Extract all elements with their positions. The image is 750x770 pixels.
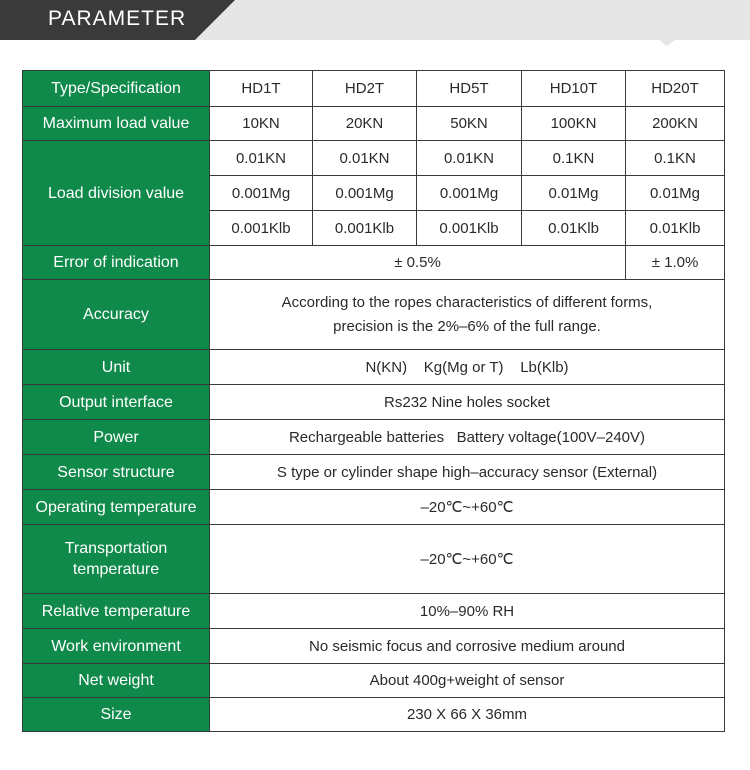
table-row <box>23 385 725 420</box>
net-weight-label: Net weight <box>23 664 210 698</box>
table-row <box>23 594 725 629</box>
table-row <box>23 420 725 455</box>
sensor-label: Sensor structure <box>23 455 210 490</box>
trans-temp-label <box>23 525 210 594</box>
model-cell: HD2T <box>313 71 417 107</box>
max-load-cell: 200KN <box>626 107 725 141</box>
trans-temp-line: Transportation <box>64 540 168 557</box>
trans-temp-value: –20℃~+60℃ <box>210 525 725 594</box>
division-cell: 0.01KN <box>417 141 522 176</box>
error-label: Error of indication <box>23 246 210 280</box>
model-cell: HD1T <box>210 71 313 107</box>
division-cell: 0.01KN <box>313 141 417 176</box>
division-cell: 0.01Mg <box>522 176 626 211</box>
model-cell: HD5T <box>417 71 522 107</box>
trans-temp-line: temperature <box>72 561 160 578</box>
division-cell: 0.001Klb <box>210 211 313 246</box>
table-row <box>23 629 725 664</box>
division-cell: 0.001Klb <box>313 211 417 246</box>
table-row <box>23 280 725 350</box>
error-value-a: ± 0.5% <box>210 246 626 280</box>
division-cell: 0.001Klb <box>417 211 522 246</box>
table-row <box>23 350 725 385</box>
work-env-label: Work environment <box>23 629 210 664</box>
size-value: 230 X 66 X 36mm <box>210 698 725 732</box>
max-load-label: Maximum load value <box>23 107 210 141</box>
table-row <box>23 455 725 490</box>
net-weight-value: About 400g+weight of sensor <box>210 664 725 698</box>
table-row <box>23 698 725 732</box>
op-temp-label: Operating temperature <box>23 490 210 525</box>
table-row <box>23 525 725 594</box>
power-label: Power <box>23 420 210 455</box>
accuracy-line: precision is the 2%–6% of the full range. <box>333 318 601 335</box>
accuracy-label: Accuracy <box>23 280 210 350</box>
division-cell: 0.01KN <box>210 141 313 176</box>
op-temp-value: –20℃~+60℃ <box>210 490 725 525</box>
output-value: Rs232 Nine holes socket <box>210 385 725 420</box>
max-load-cell: 10KN <box>210 107 313 141</box>
max-load-cell: 20KN <box>313 107 417 141</box>
accuracy-value <box>210 280 725 350</box>
model-cell: HD10T <box>522 71 626 107</box>
rel-temp-label: Relative temperature <box>23 594 210 629</box>
header-notch <box>659 40 675 46</box>
division-cell: 0.01Klb <box>522 211 626 246</box>
max-load-cell: 50KN <box>417 107 522 141</box>
output-label: Output interface <box>23 385 210 420</box>
sensor-value: S type or cylinder shape high–accuracy sensor (External) <box>210 455 725 490</box>
max-load-cell: 100KN <box>522 107 626 141</box>
division-label: Load division value <box>23 141 210 246</box>
model-cell: HD20T <box>626 71 725 107</box>
type-label: Type/Specification <box>23 71 210 107</box>
table-row <box>23 141 725 176</box>
division-cell: 0.001Mg <box>313 176 417 211</box>
division-cell: 0.001Mg <box>210 176 313 211</box>
division-cell: 0.01Mg <box>626 176 725 211</box>
unit-value: N(KN) Kg(Mg or T) Lb(Klb) <box>210 350 725 385</box>
table-row <box>23 246 725 280</box>
division-cell: 0.001Mg <box>417 176 522 211</box>
page-title: PARAMETER <box>48 7 187 30</box>
table-row <box>23 490 725 525</box>
table-row <box>23 107 725 141</box>
parameter-table <box>22 70 725 732</box>
table-row <box>23 71 725 107</box>
table-row <box>23 664 725 698</box>
rel-temp-value: 10%–90% RH <box>210 594 725 629</box>
power-value: Rechargeable batteries Battery voltage(100V–240V) <box>210 420 725 455</box>
error-value-b: ± 1.0% <box>626 246 725 280</box>
division-cell: 0.1KN <box>522 141 626 176</box>
division-cell: 0.1KN <box>626 141 725 176</box>
work-env-value: No seismic focus and corrosive medium around <box>210 629 725 664</box>
size-label: Size <box>23 698 210 732</box>
division-cell: 0.01Klb <box>626 211 725 246</box>
accuracy-line: According to the ropes characteristics of different forms, <box>281 294 653 311</box>
unit-label: Unit <box>23 350 210 385</box>
